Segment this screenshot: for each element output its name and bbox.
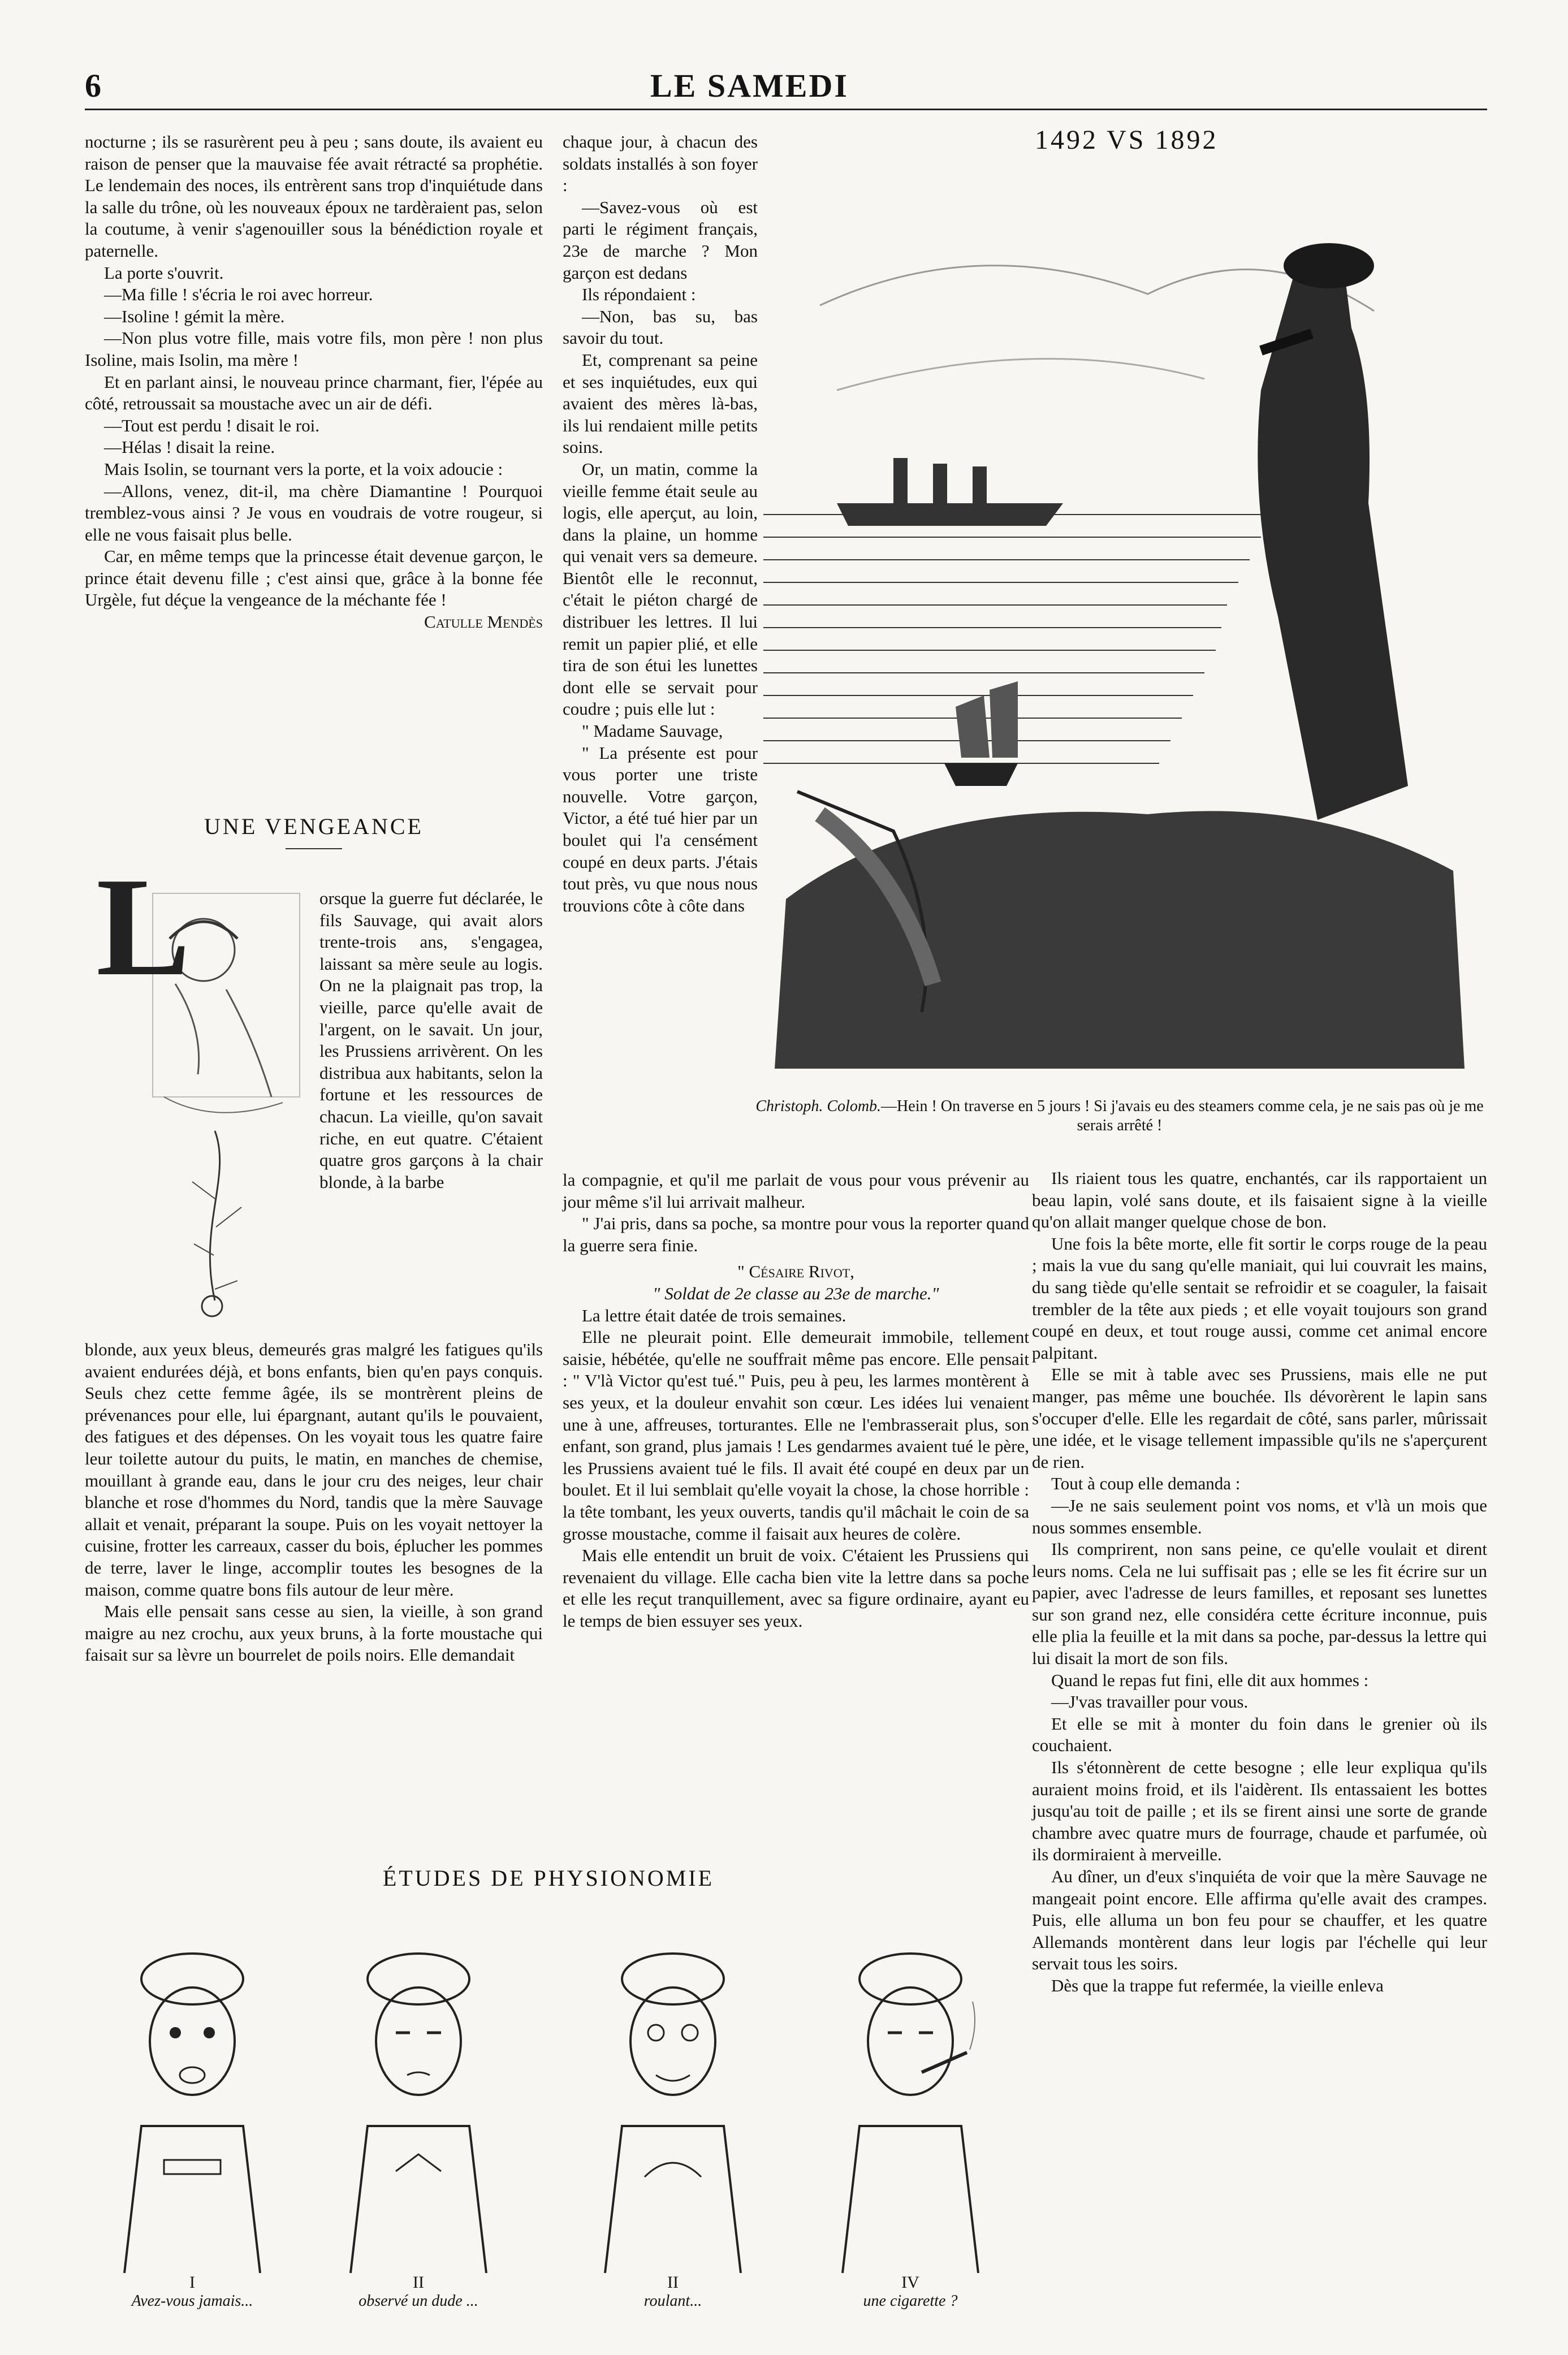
paragraph: Mais elle pensait sans cesse au sien, la vieille, à son grand maigre au nez crochu, aux yeux bruns, à la forte moustache qui faisait sur sa lèvre un bourrelet de poils noirs. Elle demandait: [85, 1601, 543, 1665]
paragraph: Mais Isolin, se tournant vers la porte, et la voix adoucie :: [104, 459, 503, 479]
panel-caption: Avez-vous jamais...: [131, 2292, 253, 2310]
paragraph: orsque la guerre fut déclarée, le fils Sauvage, qui avait alors trente-trois ans, s'engagea, laissant sa mère seule au logis. On ne la plaignait pas trop, la vieille, parce qu'elle avait de l'argent, on le savait. Un jour, les Prussiens arrivèrent. On les distribua aux habitants, selon la fortune et les ressources de chacun. La vieille, qu'on savait riche, en eut quatre. C'étaient quatre gros garçons à la chair blonde, à la barbe: [319, 888, 543, 1192]
paragraph: La lettre était datée de trois semaines.: [582, 1305, 846, 1325]
paragraph: " Madame Sauvage,: [582, 721, 723, 741]
column-1-bottom: [85, 1339, 543, 1666]
paragraph: Dès que la trappe fut refermée, la vieille enleva: [1051, 1975, 1384, 1995]
columbus-illustration: [752, 124, 1487, 1134]
column-1-top: [85, 131, 543, 633]
illustration-dates: 1492 VS 1892: [1035, 125, 1219, 155]
physio-title: ÉTUDES DE PHYSIONOMIE: [382, 1865, 715, 1891]
dropcap-letter: L: [96, 849, 191, 1005]
paragraph: Car, en même temps que la princesse était devenue garçon, le prince était devenu fille ; c'est ainsi que, grâce à la bonne fée Urgèle, fut déçue la vengeance de la méchante fée !: [85, 546, 543, 610]
paragraph: Et en parlant ainsi, le nouveau prince charmant, fier, l'épée au côté, retroussait sa moustache avec un air de défi.: [85, 371, 543, 414]
paragraph: —Non plus votre fille, mais votre fils, mon père ! non plus Isoline, mais Isolin, ma mère !: [85, 328, 543, 370]
paragraph: —Ma fille ! s'écria le roi avec horreur.: [104, 284, 373, 305]
panel-numeral: IV: [901, 2273, 919, 2292]
paragraph: Elle ne pleurait point. Elle demeurait immobile, tellement saisie, hébétée, qu'elle ne souffrait même pas encore. Elle pensait : " V'là Victor qu'est tué." Puis, peu à peu, les larmes montèrent à ses yeux, et la douleur envahit son cœur. Les idées lui venaient une à une, affreuses, torturantes. Elle ne l'embrasserait plus, son enfant, son grand, plus jamais ! Les gendarmes avaient tué le père, les Prussiens avaient tué le fils. Il avait été coupé en deux par un boulet. Et il lui semblait qu'elle voyait la chose, la chose horrible : la tête tombant, les yeux ouverts, tandis qu'il mâchait le coin de sa grosse moustache, comme il faisait aux heures de colère.: [563, 1327, 1029, 1544]
columbus-engraving: [752, 164, 1487, 1086]
journal-title: LE SAMEDI: [650, 67, 849, 104]
paragraph: Ils comprirent, non sans peine, ce qu'elle voulait et dirent leurs noms. Cela ne lui suffisait pas ; elle se les fit écrire sur un papier, avec l'adresse de leurs familles, et reposant ses lunettes sur son grand nez, elle considéra cette écriture inconnue, puis elle plia la feuille et la mit dans sa poche, par-dessus la lettre qui lui disait la mort de son fils.: [1032, 1539, 1487, 1669]
paragraph: —J'vas travailler pour vous.: [1051, 1692, 1249, 1712]
face-sketch-4: [809, 1911, 1012, 2273]
page-number: 6: [85, 67, 101, 104]
paragraph: Au dîner, un d'eux s'inquiéta de voir que la mère Sauvage ne mangeait point encore. Elle affirma qu'elle avait des crampes. Puis, elle alluma un bon feu pour se chauffer, et les quatre Allemands montèrent dans leur logis par l'échelle qui leur servait tous les soirs.: [1032, 1866, 1487, 1974]
header-rule: [85, 109, 1487, 110]
panel-numeral: II: [667, 2273, 679, 2292]
column-2-wide: [563, 1169, 1029, 1632]
paragraph: Elle se mit à table avec ses Prussiens, mais elle ne put manger, pas même une bouchée. Ils dévorèrent le lapin sans s'occuper d'elle. Elle les regardait de côté, sans parler, mûrissait une idée, et le visage tellement impassible qu'ils ne s'aperçurent de rien.: [1032, 1364, 1487, 1472]
physio-panel-1: [90, 1911, 294, 2341]
panel-caption: roulant...: [643, 2292, 702, 2310]
caption-author: Christoph. Colomb.: [755, 1097, 882, 1115]
panel-numeral: I: [189, 2273, 195, 2292]
panel-caption: une cigarette ?: [863, 2292, 958, 2310]
paragraph: —Savez-vous où est parti le régiment français, 23e de marche ? Mon garçon est dedans: [563, 197, 758, 283]
paragraph: " J'ai pris, dans sa poche, sa montre pour vous la reporter quand la guerre sera finie.: [563, 1213, 1029, 1255]
paragraph: —Tout est perdu ! disait le roi.: [104, 415, 319, 435]
paragraph: Ils s'étonnèrent de cette besogne ; elle leur expliqua qu'ils auraient moins froid, et ils l'aidèrent. Ils entassaient les bottes jusqu'au toit de paille ; et ils se firent ainsi une sorte de grande chambre avec quatre murs de fourrage, chaude et parfumée, où ils dormiraient à merveille.: [1032, 1757, 1487, 1865]
caption-text: —Hein ! On traverse en 5 jours ! Si j'avais eu des steamers comme cela, je ne sais pas où je me serais arrêté !: [881, 1097, 1484, 1134]
paragraph: —Isoline ! gémit la mère.: [104, 306, 285, 326]
column-3: [1032, 1168, 1487, 1997]
physio-panel-4: [809, 1911, 1012, 2341]
panel-numeral: II: [413, 2273, 424, 2292]
panel-caption: observé un dude ...: [358, 2292, 478, 2310]
physio-panel-2: [317, 1911, 520, 2341]
letter-signer: " Césaire Rivot,: [737, 1261, 854, 1282]
section-title: UNE VENGEANCE: [204, 814, 424, 839]
paragraph: chaque jour, à chacun des soldats installés à son foyer :: [563, 132, 758, 196]
dropcap-illustration: [85, 849, 311, 1340]
title-rule: [286, 848, 342, 849]
paragraph: —Allons, venez, dit-il, ma chère Diamantine ! Pourquoi tremblez-vous ainsi ? Je vous en voudrais de votre rougeur, si elle ne vous faisait plus belle.: [85, 481, 543, 545]
paragraph: Ils répondaient :: [582, 284, 696, 305]
paragraph: Or, un matin, comme la vieille femme était seule au logis, elle aperçut, au loin, dans la plaine, un homme qui venait vers sa demeure. Bientôt elle le reconnut, c'était le piéton chargé de distribuer les lettres. Il lui remit un papier plié, et elle tira de son étui les lunettes dont elle se servait pour coudre ; puis elle lut :: [563, 459, 758, 719]
paragraph: Et elle se mit à monter du foin dans le grenier où ils couchaient.: [1032, 1713, 1487, 1756]
paragraph: —Non, bas su, bas savoir du tout.: [563, 306, 758, 348]
paragraph: blonde, aux yeux bleus, demeurés gras malgré les fatigues qu'ils avaient endurées déjà, et bons enfants, bien qu'en pays conquis. Seuls chez cette femme âgée, ils se montrèrent pleins de prévenances pour elle, lui épargnant, autant qu'ils le pouvaient, des fatigues et des dépenses. On les voyait tous les quatre faire leur toilette autour du puits, le matin, en manches de chemise, mouillant à grande eau, dans le jour cru des neiges, leur chair blanche et rose d'hommes du Nord, tandis que la mère Sauvage allait et venait, préparant la soupe. Puis on les voyait nettoyer la cuisine, frotter les carreaux, casser du bois, éplucher les pommes de terre, laver le linge, accomplir toutes les besognes de la maison, comme quatre bons fils autour de leur mère.: [85, 1339, 543, 1600]
illustration-caption: [752, 1097, 1487, 1135]
column-2-narrow: [563, 131, 758, 917]
paragraph: nocturne ; ils se rasurèrent peu à peu ; sans doute, ils avaient eu raison de penser que la mauvaise fée avait rétracté sa prophétie. Le lendemain des noces, ils entrèrent sans trop d'inquiétude dans la salle du trône, où les nouveaux époux ne tardèraient pas, selon la coutume, à venir s'agenouiller sous la bénédiction royale et paternelle.: [85, 132, 543, 261]
paragraph: Une fois la bête morte, elle fit sortir le corps rouge de la peau ; mais la vue du sang qu'elle maniait, qui lui couvrait les mains, du sang tiède qu'elle sentait se refroidir et se coaguler, la faisait trembler de la tête aux pieds ; et elle voyait toujours son grand coupé en deux, et tout rouge aussi, comme cet animal encore palpitant.: [1032, 1233, 1487, 1363]
paragraph: Ils riaient tous les quatre, enchantés, car ils rapportaient un beau lapin, volé sans doute, et ils faisaient signe à la vieille qu'on allait manger quelque chose de bon.: [1032, 1168, 1487, 1232]
column-1-beside-dropcap: [319, 888, 543, 1193]
face-sketch-1: [90, 1911, 294, 2273]
paragraph: —Je ne sais seulement point vos noms, et v'là un mois que nous sommes ensemble.: [1032, 1495, 1487, 1537]
face-sketch-3: [571, 1911, 775, 2273]
paragraph: La porte s'ouvrit.: [104, 262, 224, 283]
paragraph: Tout à coup elle demanda :: [1051, 1474, 1241, 1494]
letter-signer-rank: " Soldat de 2e classe au 23e de marche.": [653, 1283, 939, 1303]
paragraph: —Hélas ! disait la reine.: [104, 437, 275, 457]
author-signature: Catulle Mendès: [424, 612, 543, 632]
paragraph: Quand le repas fut fini, elle dit aux hommes :: [1051, 1670, 1369, 1690]
paragraph: Et, comprenant sa peine et ses inquiétudes, eux qui avaient des mères là-bas, ils lui rendaient mille petits soins.: [563, 349, 758, 457]
paragraph: la compagnie, et qu'il me parlait de vous pour vous prévenir au jour même s'il lui arrivait malheur.: [563, 1170, 1029, 1212]
face-sketch-2: [317, 1911, 520, 2273]
paragraph: Mais elle entendit un bruit de voix. C'étaient les Prussiens qui revenaient du village. Elle cacha bien vite la lettre dans sa poche et elle les reçut tranquillement, avec sa figure ordinaire, ayant eu le temps de bien essuyer ses yeux.: [563, 1545, 1029, 1631]
physio-panel-3: [571, 1911, 775, 2341]
paragraph: " La présente est pour vous porter une triste nouvelle. Votre garçon, Victor, a été tué hier par un boulet qui l'a censément coupé en deux parts. J'étais tout près, vu que nous nous trouvions côte à côte dans: [563, 742, 758, 915]
